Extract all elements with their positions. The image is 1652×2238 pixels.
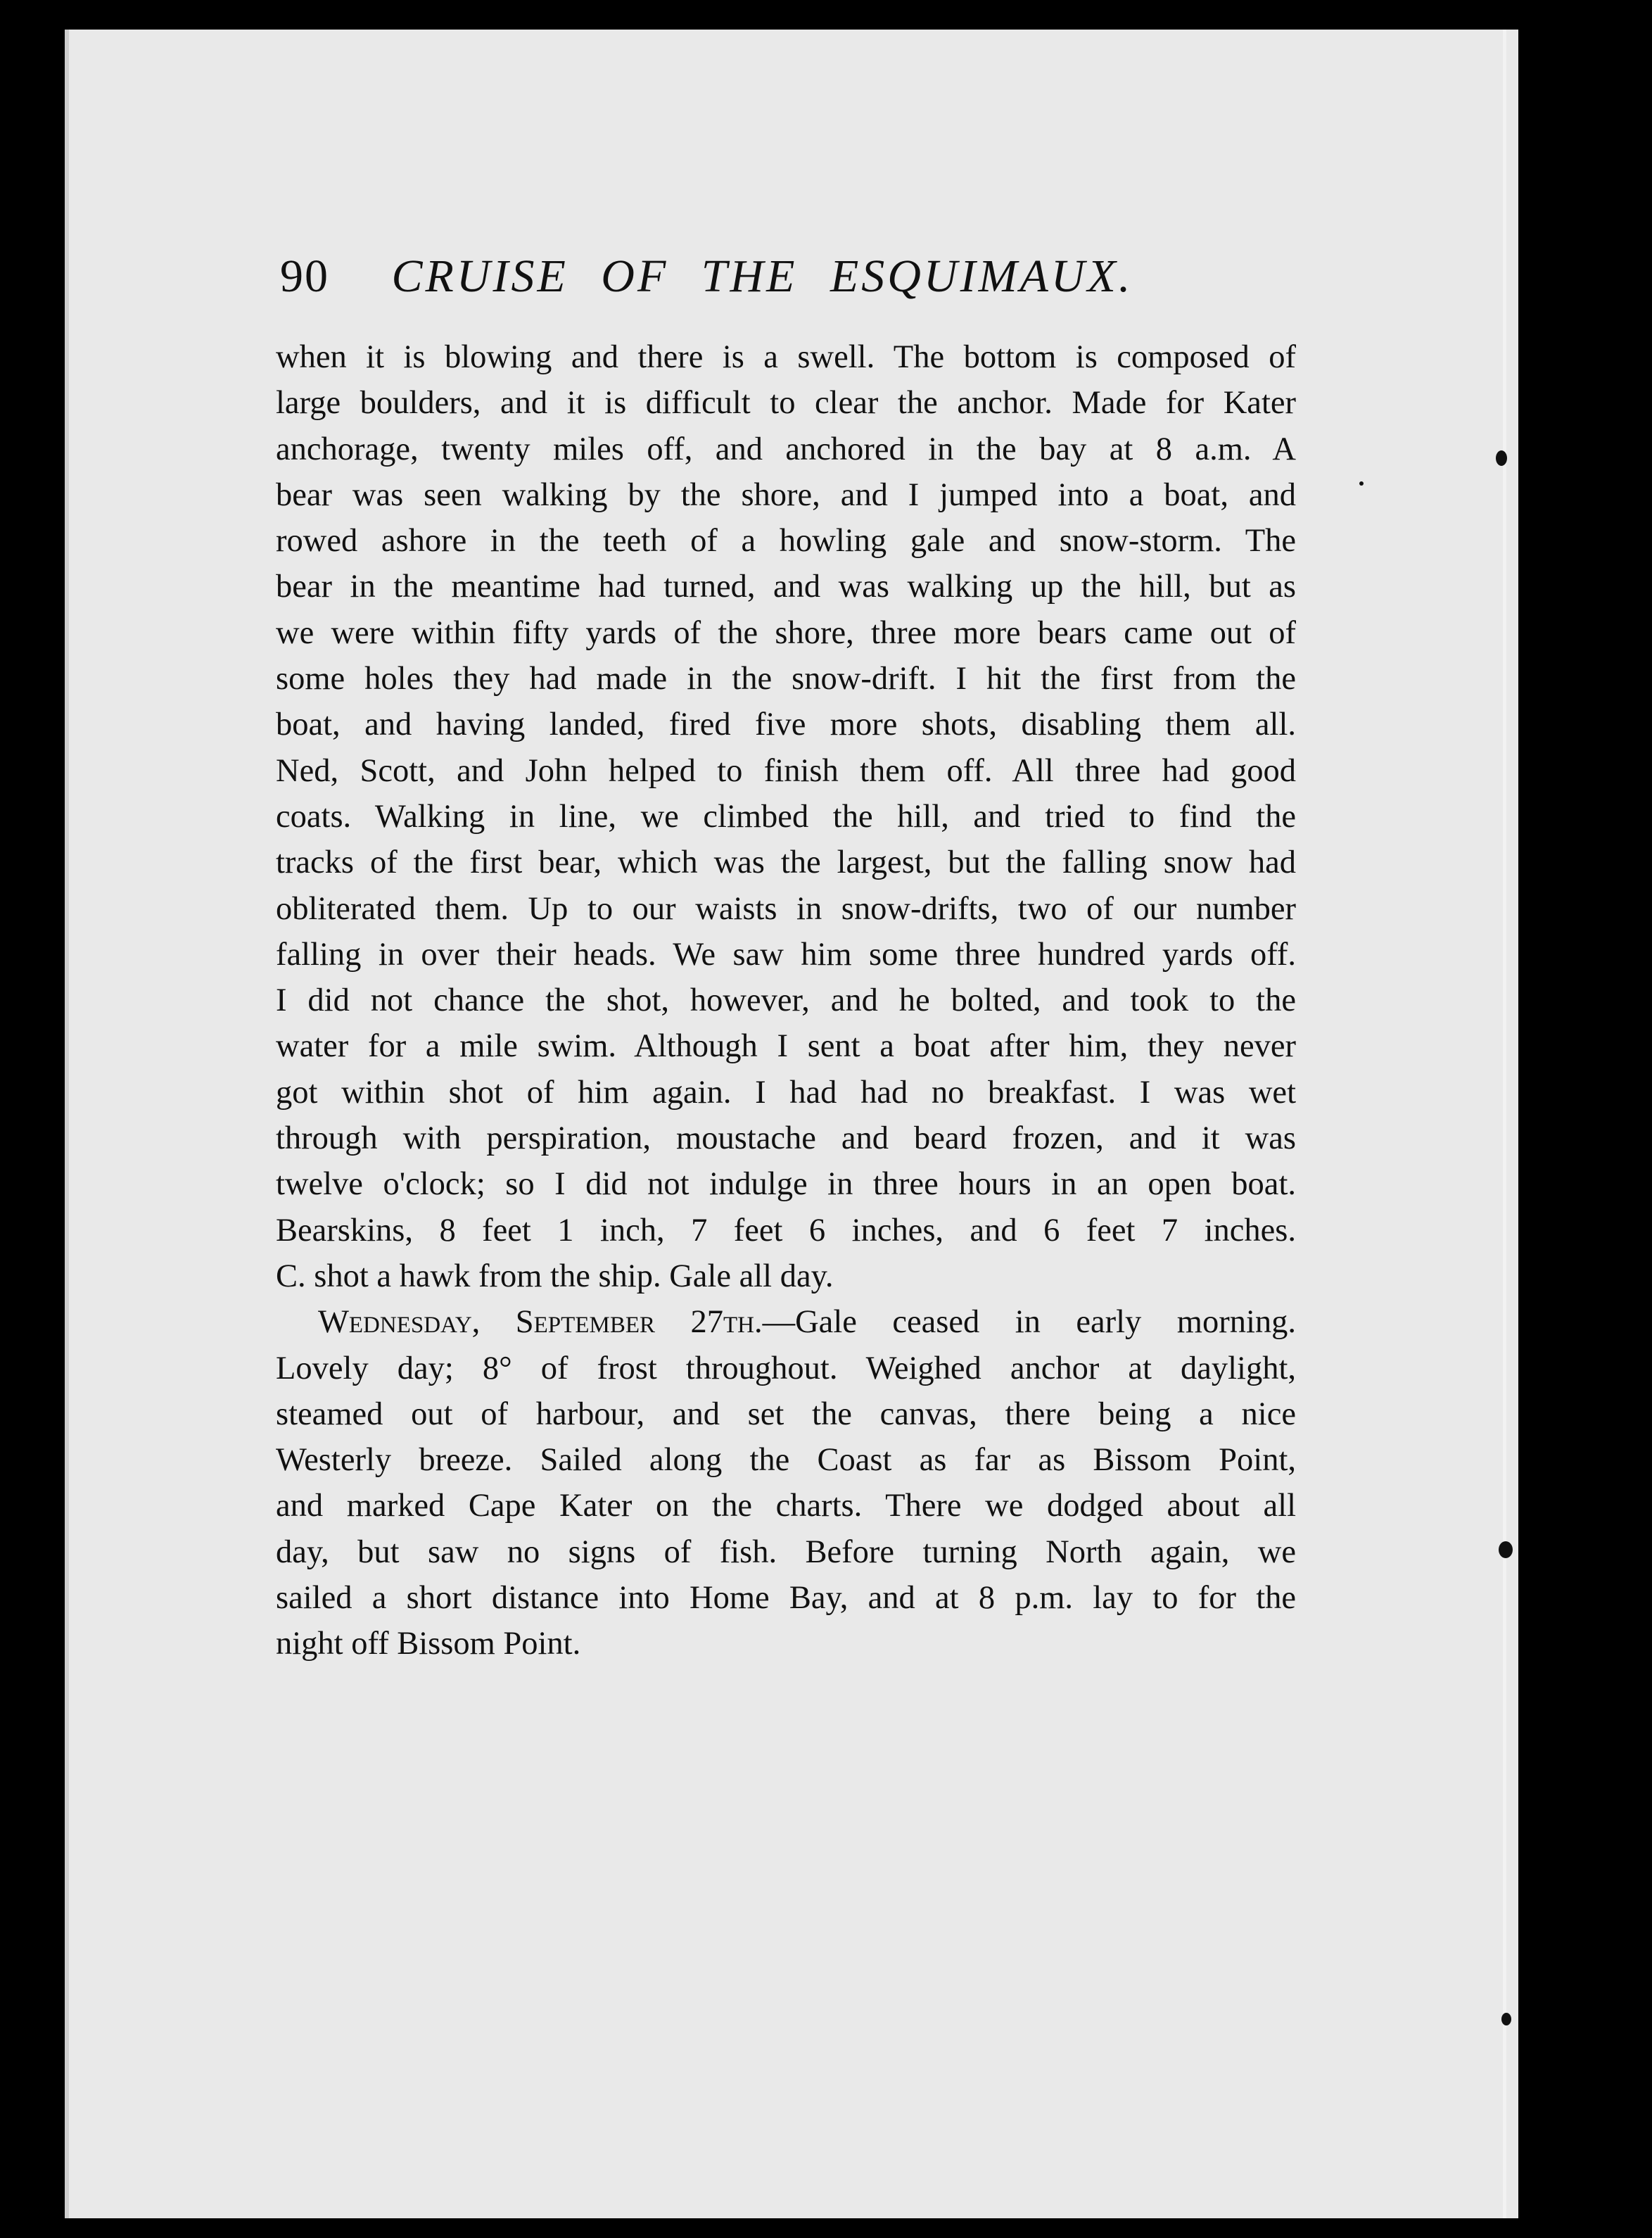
text-line: large boulders, and it is difficult to clear the anchor. Made for Kater xyxy=(276,385,1296,422)
text-line: got within shot of him again. I had had no breakfast. I was wet xyxy=(276,1074,1296,1111)
scan-speck xyxy=(1359,481,1364,486)
text-line: Ned, Scott, and John helped to finish them off. All three had good xyxy=(276,752,1296,789)
scan-speck xyxy=(1501,2013,1511,2025)
text-line: rowed ashore in the teeth of a howling gale and snow-storm. The xyxy=(276,523,1296,560)
text-line: day, but saw no signs of fish. Before turning North again, we xyxy=(276,1534,1296,1570)
paragraph-2 xyxy=(276,1299,1296,1667)
text-line: obliterated them. Up to our waists in snow-drifts, two of our number xyxy=(276,890,1296,927)
text-line: and marked Cape Kater on the charts. There we dodged about all xyxy=(276,1488,1296,1524)
text-line: bear in the meantime had turned, and was walking up the hill, but as xyxy=(276,569,1296,605)
text-line: twelve o'clock; so I did not indulge in three hours in an open boat. xyxy=(276,1166,1296,1203)
page-edge xyxy=(1503,30,1506,2218)
text-line: Lovely day; 8° of frost throughout. Weighed anchor at daylight, xyxy=(276,1350,1296,1386)
text-line xyxy=(276,1299,1296,1345)
text-line: when it is blowing and there is a swell. The bottom is composed of xyxy=(276,339,1296,375)
text-line: night off Bissom Point. xyxy=(276,1626,581,1662)
text-line: we were within fifty yards of the shore, three more bears came out of xyxy=(276,614,1296,651)
text-line: I did not chance the shot, however, and he bolted, and took to the xyxy=(276,982,1296,1019)
date-heading: Wednesday, September 27th. xyxy=(318,1304,763,1341)
text-line: Bearskins, 8 feet 1 inch, 7 feet 6 inches, and 6 feet 7 inches. xyxy=(276,1212,1296,1248)
text-line: coats. Walking in line, we climbed the hill, and tried to find the xyxy=(276,798,1296,835)
text-line: falling in over their heads. We saw him some three hundred yards off. xyxy=(276,936,1296,973)
running-header xyxy=(280,250,1307,320)
text-fragment: —Gale ceased in early morning. xyxy=(762,1304,1296,1341)
text-line: water for a mile swim. Although I sent a boat after him, they never xyxy=(276,1028,1296,1065)
text-line: C. shot a hawk from the ship. Gale all day. xyxy=(276,1258,834,1294)
text-line: sailed a short distance into Home Bay, and at 8 p.m. lay to for the xyxy=(276,1580,1296,1617)
paragraph-1 xyxy=(276,334,1296,1299)
scan-speck xyxy=(1499,1541,1513,1558)
text-line: Westerly breeze. Sailed along the Coast as far as Bissom Point, xyxy=(276,1442,1296,1479)
running-title: CRUISE OF THE ESQUIMAUX. xyxy=(391,251,1133,302)
text-line: anchorage, twenty miles off, and anchored in the bay at 8 a.m. A xyxy=(276,431,1296,467)
text-line: bear was seen walking by the shore, and I jumped into a boat, and xyxy=(276,476,1296,513)
text-line: boat, and having landed, fired five more shots, disabling them all. xyxy=(276,707,1296,743)
text-line: through with perspiration, moustache and beard frozen, and it was xyxy=(276,1120,1296,1157)
text-line: steamed out of harbour, and set the canvas, there being a nice xyxy=(276,1396,1296,1432)
page-number: 90 xyxy=(280,251,329,302)
body-text xyxy=(276,334,1296,1667)
text-line: tracks of the first bear, which was the largest, but the falling snow had xyxy=(276,845,1296,881)
scan-speck xyxy=(1496,450,1507,466)
text-line: some holes they had made in the snow-drift. I hit the first from the xyxy=(276,661,1296,697)
